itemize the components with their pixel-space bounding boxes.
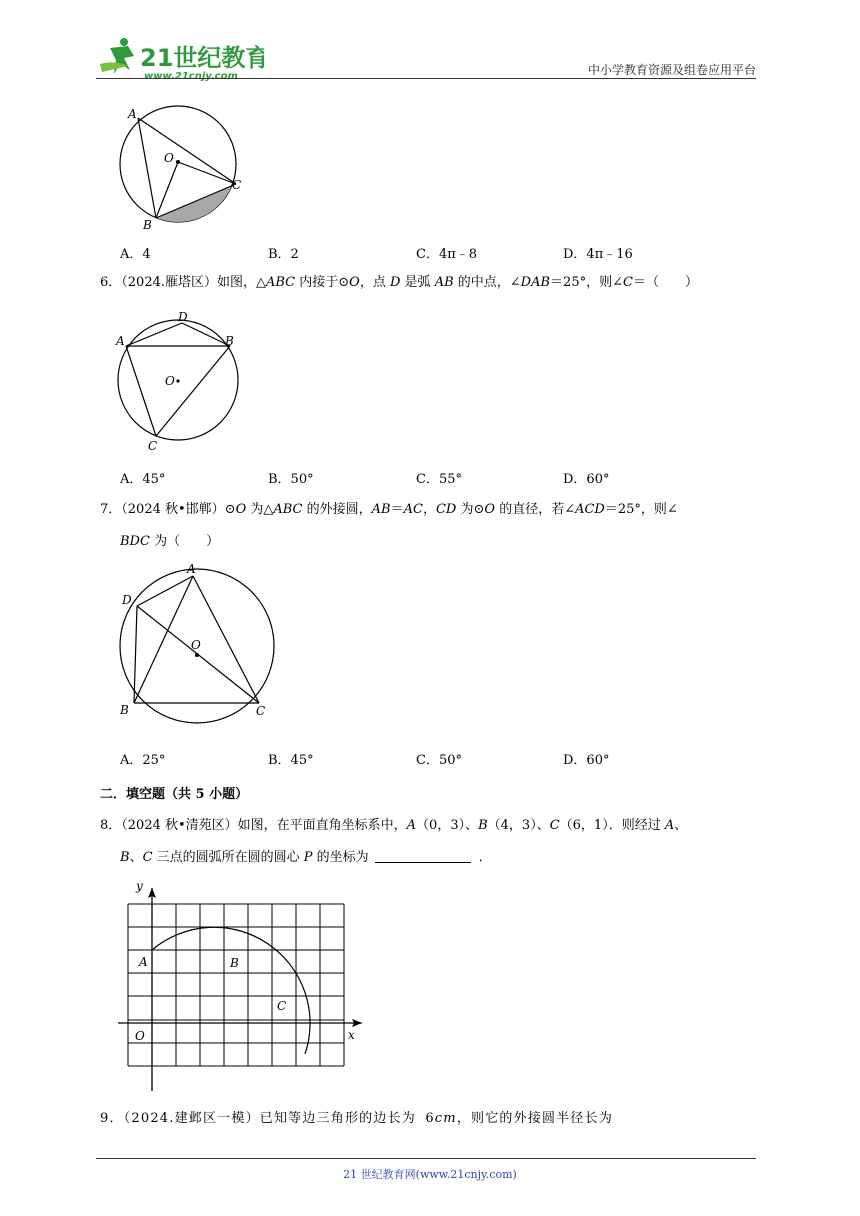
q7-label-o: O [191,638,201,652]
logo-icon [94,34,264,84]
footer-link[interactable]: 21 世纪教育网(www.21cnjy.com) [343,1168,517,1181]
q7-option-a: A．25° [120,753,166,768]
q5-label-a: A [128,107,137,121]
q8-stem-line1: 8．（2024 秋•清苑区）如图，在平面直角坐标系中，A（0，3）、B（4，3）、C（6，1）．则经过 A、 [100,818,688,833]
logo [94,34,264,84]
q5-option-a: A．4 [120,247,151,262]
q7-option-d: D．60° [563,753,610,768]
q7-stem-line1: 7．（2024 秋•邯郸）⊙O 为△ABC 的外接圆，AB＝AC，CD 为⊙O 的直径，若∠ACD＝25°，则∠ [100,502,678,517]
section-title: 二．填空题（共 5 小题） [100,787,249,802]
q5-shaded-segment [142,184,236,236]
q5-option-c: C．4π﹣8 [416,247,478,262]
q6-label-c: C [148,439,158,453]
footer-divider [96,1158,756,1159]
q7-label-b: B [120,703,129,717]
q6-label-o: O [165,374,175,388]
q7-option-b: B．45° [268,753,314,768]
q5-option-d: D．4π﹣16 [563,247,633,262]
q8-stem-line2: B、C 三点的圆弧所在圆的圆心 P 的坐标为 ． [120,850,492,865]
q8-label-o: O [135,1029,145,1043]
q5-label-c: C [232,178,242,192]
q7-label-d: D [122,593,132,607]
q6-figure [112,304,252,454]
logo-url: www.21cnjy.com [144,71,238,82]
q8-label-y: y [136,879,143,893]
q8-label-b: B [230,956,239,970]
q8-label-x: x [348,1028,355,1042]
q6-option-d: D．60° [563,472,610,487]
q5-figure [112,100,252,236]
q7-stem-line2: BDC 为（ ） [120,534,220,549]
q7-figure [110,560,280,726]
q8-label-c: C [277,999,287,1013]
answer-blank [375,849,471,863]
header-divider [96,78,756,79]
q5-label-b: B [143,218,152,232]
q9-stem: 9．（2024.建邺区一模）已知等边三角形的边长为 6cm，则它的外接圆半径长为 [100,1111,614,1126]
q6-option-b: B．50° [268,472,314,487]
q5-label-o: O [164,151,174,165]
q8-grid [128,904,344,1066]
q6-label-b: B [225,334,234,348]
q8-figure [112,876,372,1094]
logo-text: 21世纪教育 [140,44,264,72]
q6-option-c: C．55° [416,472,462,487]
q6-stem: 6．（2024.雁塔区）如图，△ABC 内接于⊙O，点 D 是弧 AB 的中点，∠DAB＝25°，则∠C＝（ ） [100,275,698,290]
platform-name: 中小学教育资源及组卷应用平台 [587,63,756,77]
q8-label-a: A [139,955,148,969]
q7-label-c: C [256,704,266,718]
q7-label-a: A [187,562,196,576]
q6-label-d: D [178,310,188,324]
q6-label-a: A [116,334,125,348]
q7-option-c: C．50° [416,753,462,768]
q5-option-b: B．2 [268,247,299,262]
q6-option-a: A．45° [120,472,166,487]
